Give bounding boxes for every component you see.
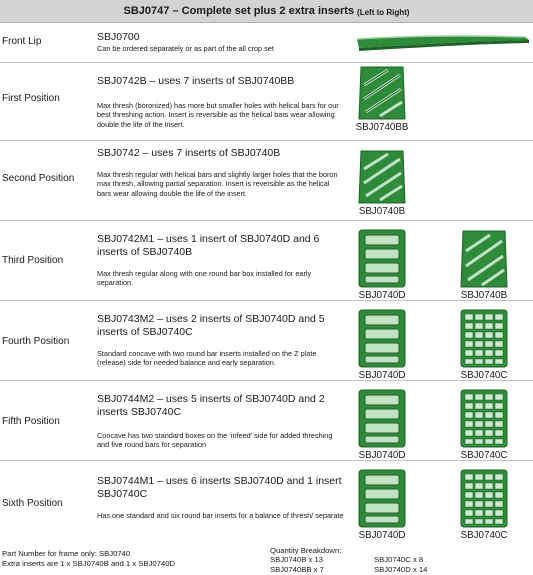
frame-part-note: Part Number for frame only: SBJ0740: [2, 549, 131, 558]
helical-insert-image: [358, 149, 406, 205]
insert-item: [452, 309, 516, 381]
position-label: Fifth Position: [2, 416, 60, 427]
row-title: SBJ0744M2 – uses 5 inserts of SBJ0740D and 2 inserts SBJ0740C: [97, 393, 325, 418]
quantity-item: SBJ0740C x 8: [374, 555, 424, 565]
quantity-item: SBJ0740B x 13: [270, 555, 323, 565]
box-insert-image: [357, 469, 407, 529]
position-label: Third Position: [2, 255, 64, 266]
row-title: SBJ0742 – uses 7 inserts of SBJ0740B: [97, 147, 281, 159]
row-description: Max thresh (boronized) has more but smaller holes with helical bars for our best threshing action. Insert is reversible as the helical bars wear allowing double the life of the insert.: [97, 101, 339, 129]
quantity-title: Quantity Breakdown:: [270, 546, 342, 555]
insert-item: [452, 469, 516, 541]
insert-code: SBJ0740D: [358, 530, 406, 541]
insert-code: SBJ0740D: [358, 370, 406, 381]
insert-item: [350, 229, 414, 301]
insert-code: SBJ0740C: [460, 370, 508, 381]
grid-insert-image: [459, 309, 509, 369]
header-subtitle: (Left to Right): [357, 7, 410, 17]
position-label: Front Lip: [2, 36, 42, 47]
row-description: Can be ordered separately or as part of the all crop set: [97, 44, 274, 53]
helical-insert-image: [358, 65, 406, 121]
quantity-item: SBJ0740BB x 7: [270, 564, 324, 574]
row-title: SBJ0743M2 – uses 2 inserts of SBJ0740D and 5 inserts of SBJ0740C: [97, 313, 325, 338]
row-description: Concave has two standard boxes on the ‘infeed’ side for added threshing and five round bars for separation: [97, 431, 333, 450]
header-title: SBJ0747 – Complete set plus 2 extra inserts: [123, 5, 355, 17]
row-description: Standard concave with two round bar inserts installed on the Z plate (release) side for needed balance and early separation.: [97, 349, 317, 368]
row-title: SBJ0700: [97, 31, 140, 43]
row-title: SBJ0744M1 – uses 6 inserts SBJ0740D and 1 insert SBJ0740C: [97, 475, 342, 500]
helical-insert-image: [460, 229, 508, 289]
position-label: Fourth Position: [2, 336, 70, 347]
insert-item: [350, 309, 414, 381]
insert-code: SBJ0740B: [358, 206, 406, 217]
insert-item: [350, 469, 414, 541]
extra-inserts-note: Extra inserts are 1 x SBJ0740B and 1 x SBJ0740D: [2, 558, 176, 568]
row-sixth-position: [0, 460, 533, 543]
row-title: SBJ0742B – uses 7 inserts of SBJ0740BB: [97, 75, 295, 87]
position-label: First Position: [2, 93, 60, 104]
front-lip-image: [355, 33, 531, 55]
footer-notes: [2, 549, 175, 568]
row-third-position: [0, 220, 533, 301]
insert-code: SBJ0740BB: [355, 122, 409, 133]
row-fifth-position: [0, 380, 533, 461]
insert-code: SBJ0740C: [460, 450, 508, 461]
position-label: Second Position: [2, 173, 75, 184]
row-fourth-position: [0, 300, 533, 381]
insert-item: [452, 229, 516, 301]
position-label: Sixth Position: [2, 498, 63, 509]
quantity-item: SBJ0740D x 14: [374, 564, 428, 574]
insert-item: [350, 389, 414, 461]
row-description: Max thresh regular along with one round bar box installed for early separation.: [97, 269, 312, 288]
table-header: [0, 0, 533, 23]
grid-insert-image: [459, 469, 509, 529]
grid-insert-image: [459, 389, 509, 449]
row-first-position: [0, 62, 533, 141]
row-front-lip: [0, 23, 533, 62]
insert-code: SBJ0740D: [358, 450, 406, 461]
row-description: Has one standard and six round bar inserts for a balance of thresh/ separate: [97, 511, 344, 520]
row-second-position: [0, 140, 533, 221]
insert-item: [350, 149, 414, 217]
insert-item: [452, 389, 516, 461]
insert-code: SBJ0740C: [460, 530, 508, 541]
box-insert-image: [357, 309, 407, 369]
insert-code: SBJ0740B: [460, 290, 508, 301]
insert-code: SBJ0740D: [358, 290, 406, 301]
quantity-breakdown: [270, 546, 474, 574]
box-insert-image: [357, 229, 407, 289]
row-title: SBJ0742M1 – uses 1 insert of SBJ0740D and 6 inserts of SBJ0740B: [97, 233, 320, 258]
box-insert-image: [357, 389, 407, 449]
insert-item: [350, 65, 414, 133]
row-description: Max thresh regular with helical bars and slightly larger holes that the boron max thresh, allowing partial separation. Insert is reversible as the helical bars wear allowing double the life of the insert.: [97, 170, 338, 198]
